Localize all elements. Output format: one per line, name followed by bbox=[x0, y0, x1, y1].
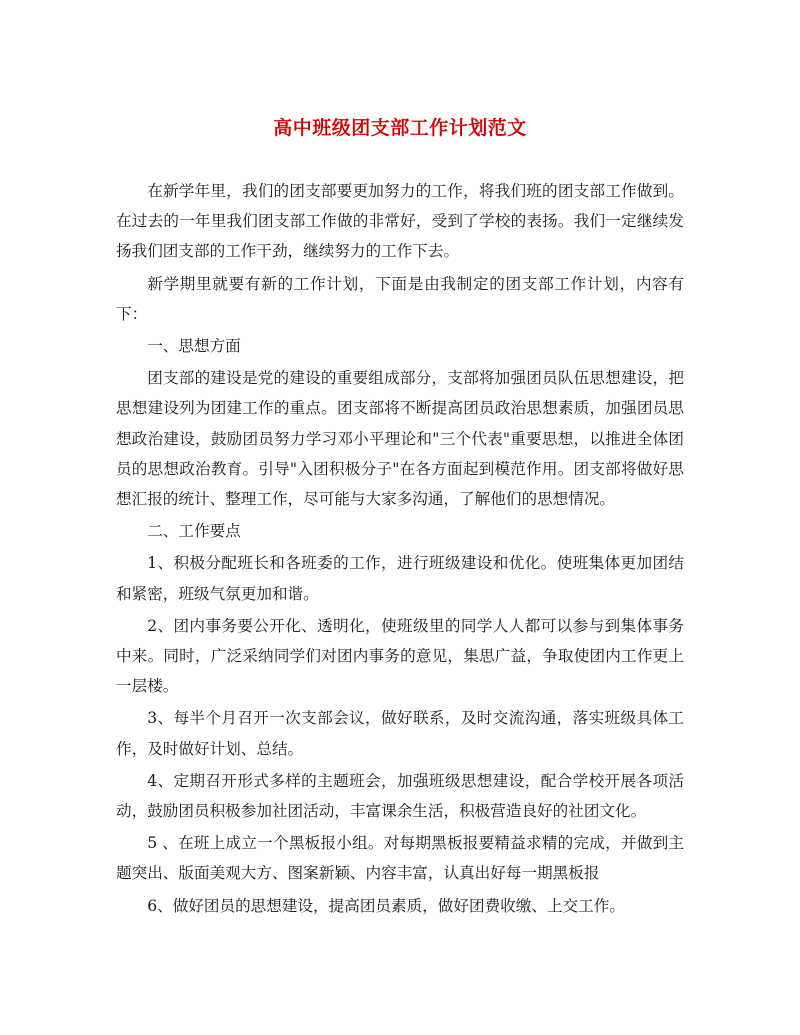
list-item-1: 1、积极分配班长和各班委的工作，进行班级建设和优化。使班集体更加团结和紧密，班级气氛更加和谐。 bbox=[116, 554, 684, 603]
document-title: 高中班级团支部工作计划范文 bbox=[273, 117, 527, 139]
paragraph-thought: 团支部的建设是党的建设的重要组成部分，支部将加强团员队伍思想建设，把思想建设列为团建工作的重点。团支部将不断提高团员政治思想素质，加强团员思想政治建设，鼓励团员努力学习邓小平理论和"三个代表"重要思想，以推进全体团员的思想政治教育。引导"入团积极分子"在各方面起到模范作用。团支部将做好思想汇报的统计、整理工作，尽可能与大家多沟通，了解他们的思想情况。 bbox=[116, 369, 684, 509]
list-item-3: 3、每半个月召开一次支部会议，做好联系，及时交流沟通，落实班级具体工作，及时做好计划、总结。 bbox=[116, 709, 684, 758]
paragraph-intro: 在新学年里，我们的团支部要更加努力的工作，将我们班的团支部工作做到。在过去的一年里我们团支部工作做的非常好，受到了学校的表扬。我们一定继续发扬我们团支部的工作干劲，继续努力的工作下去。 bbox=[116, 182, 684, 261]
document-body bbox=[116, 176, 684, 923]
section-heading-work-points: 二、工作要点 bbox=[147, 522, 241, 541]
paragraph-plan-intro: 新学期里就要有新的工作计划，下面是由我制定的团支部工作计划，内容有下： bbox=[116, 274, 684, 323]
list-item-4: 4、定期召开形式多样的主题班会，加强班级思想建设，配合学校开展各项活动，鼓励团员积极参加社团活动，丰富课余生活，积极营造良好的社团文化。 bbox=[116, 771, 684, 821]
list-item-6: 6、做好团员的思想建设，提高团员素质，做好团费收缴、上交工作。 bbox=[147, 896, 625, 915]
section-heading-thought: 一、思想方面 bbox=[147, 337, 241, 356]
list-item-5: 5 、在班上成立一个黑板报小组。对每期黑板报要精益求精的完成，并做到主题突出、版面美观大方、图案新颖、内容丰富，认真出好每一期黑板报 bbox=[116, 834, 684, 883]
list-item-2: 2、团内事务要公开化、透明化，使班级里的同学人人都可以参与到集体事务中来。同时，广泛采纳同学们对团内事务的意见，集思广益，争取使团内工作更上一层楼。 bbox=[116, 616, 684, 696]
